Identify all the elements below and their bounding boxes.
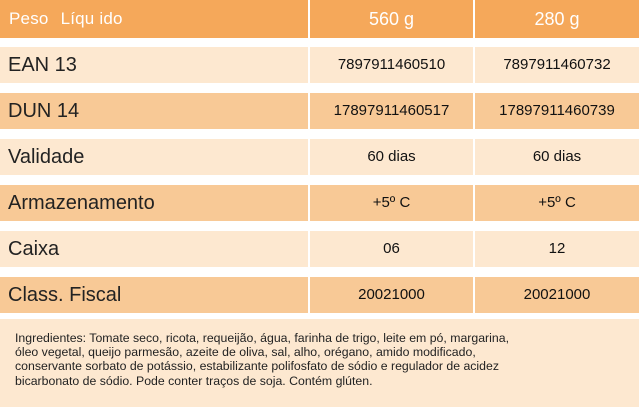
ingredients-line: bicarbonato de sódio. Pode conter traços de soja. Contém glúten. bbox=[15, 373, 373, 388]
row-value-280g: +5º C bbox=[538, 194, 576, 211]
row-label: Armazenamento bbox=[8, 192, 155, 214]
ingredients-line: óleo vegetal, queijo parmesão, azeite de oliva, sal, alho, orégano, amido modificado, bbox=[15, 345, 476, 360]
row-value-560g: 60 dias bbox=[367, 148, 416, 165]
table-row-dun14 bbox=[0, 93, 639, 129]
table-row-validade bbox=[0, 139, 639, 175]
header-peso: Peso bbox=[9, 9, 49, 28]
header-liquido: Líqu ido bbox=[60, 9, 123, 28]
row-label: EAN 13 bbox=[8, 54, 77, 76]
row-label: Class. Fiscal bbox=[8, 284, 122, 306]
ingredients-text bbox=[15, 331, 630, 388]
header-col-280g: 280 g bbox=[534, 9, 580, 29]
ingredients-box bbox=[0, 319, 639, 407]
row-value-560g: 20021000 bbox=[358, 286, 425, 303]
row-value-560g: 06 bbox=[383, 240, 400, 257]
row-label: DUN 14 bbox=[8, 100, 80, 122]
table-row-armazenamento bbox=[0, 185, 639, 221]
row-value-560g: 17897911460517 bbox=[333, 102, 450, 119]
header-label bbox=[9, 0, 135, 38]
row-value-560g: +5º C bbox=[372, 194, 411, 211]
table-header bbox=[0, 0, 639, 38]
row-value-280g: 12 bbox=[548, 240, 566, 257]
table-row-class-fiscal bbox=[0, 277, 639, 313]
row-label: Caixa bbox=[8, 238, 60, 260]
row-label: Validade bbox=[8, 146, 85, 168]
row-value-280g: 60 dias bbox=[532, 148, 582, 165]
table-row-caixa bbox=[0, 231, 639, 267]
row-value-560g: 7897911460510 bbox=[337, 56, 446, 73]
ingredients-line: conservante sorbato de potássio, estabilizante polifosfato de sódio e regulador de acidez bbox=[15, 359, 499, 374]
row-value-280g: 20021000 bbox=[523, 286, 591, 303]
table-row-ean13 bbox=[0, 47, 639, 83]
ingredients-line: Ingredientes: Tomate seco, ricota, requeijão, água, farinha de trigo, leite em pó, margarina, bbox=[15, 331, 509, 345]
header-col-560g: 560 g bbox=[368, 9, 415, 29]
row-value-280g: 17897911460739 bbox=[499, 102, 615, 119]
row-value-280g: 7897911460732 bbox=[503, 56, 611, 73]
